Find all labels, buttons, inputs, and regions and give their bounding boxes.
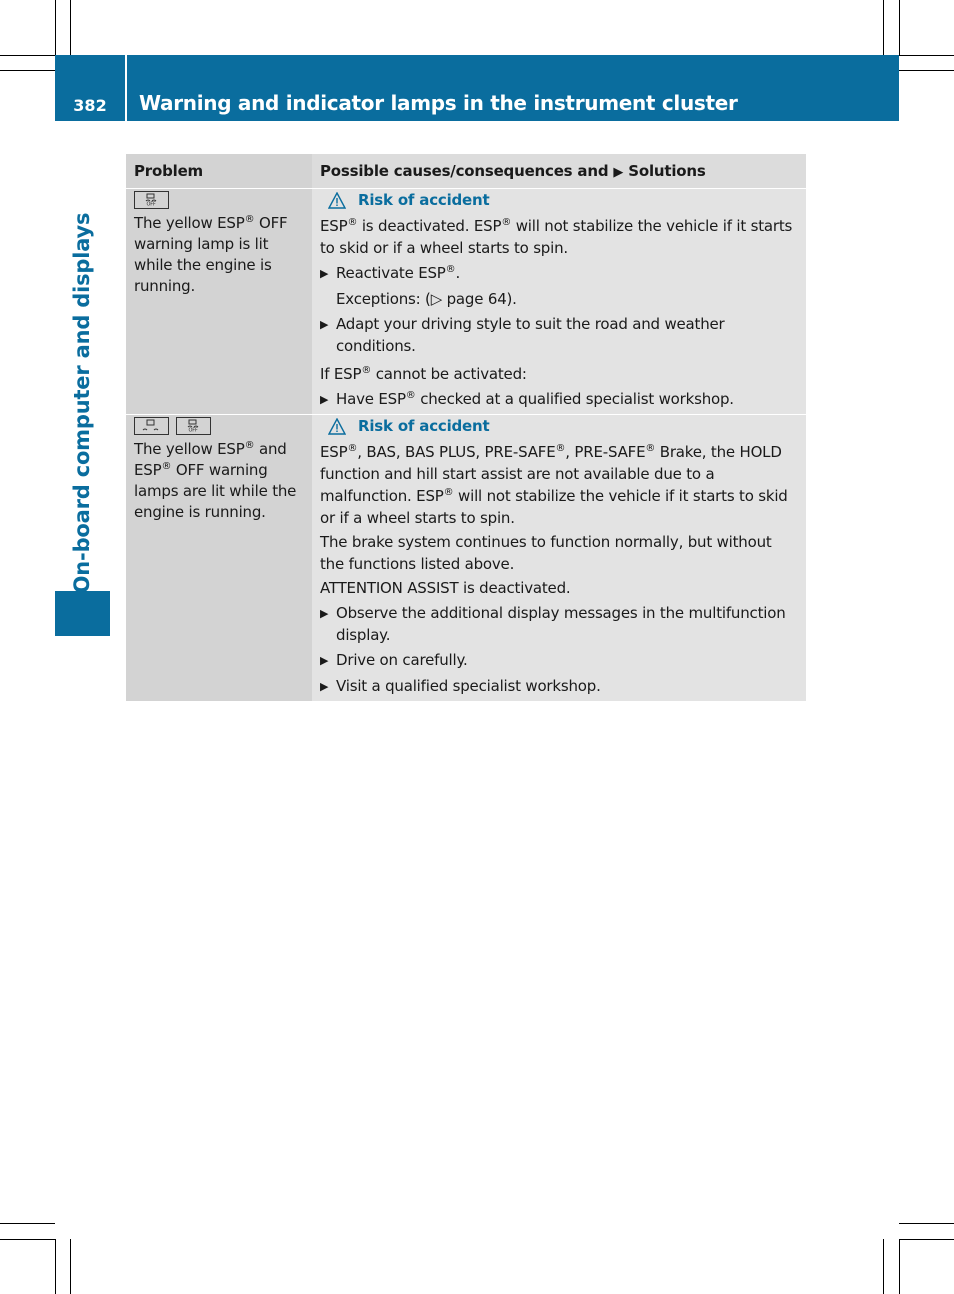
problem-cell bbox=[126, 415, 312, 702]
list-item bbox=[320, 675, 798, 698]
paragraph: The brake system continues to function normally, but without the functions listed above. bbox=[320, 533, 772, 573]
text: ESP bbox=[320, 443, 348, 461]
page-title: Warning and indicator lamps in the instrument cluster bbox=[139, 91, 738, 115]
reg-mark: ® bbox=[645, 443, 656, 454]
text: ESP bbox=[320, 217, 348, 235]
esp-icon bbox=[134, 417, 169, 435]
page-number bbox=[55, 55, 125, 121]
header-problem: Problem bbox=[126, 154, 312, 189]
bullet-arrow-icon: ▶ bbox=[320, 680, 329, 693]
text: checked at a qualified specialist workshop. bbox=[420, 390, 734, 408]
reg-mark: ® bbox=[555, 443, 566, 454]
header-solutions-a: Possible causes/consequences and bbox=[320, 162, 609, 180]
bullet-arrow-icon: ▶ bbox=[320, 607, 329, 620]
text: OFF warning lamp is lit while the engine is running. bbox=[134, 214, 288, 295]
problem-cell bbox=[126, 189, 312, 415]
bullet-arrow-icon: ▶ bbox=[320, 267, 329, 280]
text: will not stabilize the vehicle if it starts to skid or if a wheel starts to spin. bbox=[320, 487, 788, 527]
crop-mark bbox=[0, 70, 55, 71]
list-item bbox=[320, 313, 798, 357]
reg-mark: ® bbox=[347, 443, 358, 454]
crop-mark bbox=[899, 1239, 954, 1240]
header-solutions bbox=[312, 154, 806, 189]
text: If ESP bbox=[320, 365, 362, 383]
esp-off-icon bbox=[176, 417, 211, 435]
text: is deactivated. ESP bbox=[361, 217, 502, 235]
crop-mark bbox=[0, 1223, 55, 1224]
text: , BAS, BAS PLUS, PRE-SAFE bbox=[357, 443, 556, 461]
reg-mark: ® bbox=[161, 461, 172, 472]
crop-mark bbox=[899, 70, 954, 71]
crop-mark bbox=[883, 0, 884, 55]
problem-text bbox=[134, 439, 304, 523]
text: will not stabilize the vehicle if it starts to skid or if a wheel starts to spin. bbox=[320, 217, 793, 257]
crop-mark bbox=[0, 55, 55, 56]
text: and ESP bbox=[134, 440, 287, 479]
text: The yellow ESP bbox=[134, 214, 245, 232]
crop-mark bbox=[55, 0, 56, 55]
svg-text:OFF: OFF bbox=[188, 427, 198, 432]
reg-mark: ® bbox=[244, 214, 255, 225]
risk-warning bbox=[328, 189, 798, 211]
section-label: On-board computer and displays bbox=[70, 212, 94, 594]
reg-mark: ® bbox=[445, 264, 456, 275]
reg-mark: ® bbox=[501, 217, 512, 228]
header-solutions-b: Solutions bbox=[628, 162, 706, 180]
text: OFF warning lamps are lit while the engine is running. bbox=[134, 461, 297, 521]
list-item bbox=[320, 649, 798, 672]
crop-mark bbox=[55, 1239, 56, 1294]
table-row bbox=[126, 415, 806, 702]
text: Reactivate ESP bbox=[336, 264, 446, 282]
paragraph bbox=[320, 363, 798, 385]
svg-text:OFF: OFF bbox=[146, 201, 156, 206]
text: The yellow ESP bbox=[134, 440, 245, 458]
page-header bbox=[55, 55, 899, 121]
text: Drive on carefully. bbox=[336, 651, 468, 669]
paragraph: ATTENTION ASSIST is deactivated. bbox=[320, 579, 571, 597]
reg-mark: ® bbox=[361, 365, 372, 376]
crop-mark bbox=[70, 1239, 71, 1294]
crop-mark bbox=[0, 1239, 55, 1240]
arrow-right-icon: ▶ bbox=[613, 165, 624, 180]
warning-triangle-icon bbox=[328, 192, 346, 209]
crop-mark bbox=[883, 1239, 884, 1294]
list-item bbox=[320, 262, 798, 285]
crop-mark bbox=[899, 1223, 954, 1224]
paragraph bbox=[320, 441, 798, 529]
text: . bbox=[455, 264, 461, 282]
risk-warning bbox=[328, 415, 798, 437]
risk-label: Risk of accident bbox=[358, 417, 490, 435]
bullet-arrow-icon: ▶ bbox=[320, 318, 329, 331]
header-divider bbox=[125, 55, 127, 121]
bullet-arrow-icon: ▶ bbox=[320, 654, 329, 667]
problem-text bbox=[134, 213, 304, 297]
crop-mark bbox=[899, 55, 954, 56]
text: Observe the additional display messages in the multifunction display. bbox=[336, 604, 786, 644]
warning-triangle-icon bbox=[328, 418, 346, 435]
page-reference[interactable]: Exceptions: (▷ page 64). bbox=[336, 290, 517, 308]
crop-mark bbox=[899, 1239, 900, 1294]
reg-mark: ® bbox=[443, 487, 454, 498]
risk-label: Risk of accident bbox=[358, 191, 490, 209]
list-item bbox=[320, 602, 798, 646]
warning-lamps-table bbox=[126, 154, 806, 701]
section-tab bbox=[55, 591, 110, 636]
text: Have ESP bbox=[336, 390, 406, 408]
list-item bbox=[320, 388, 798, 411]
reg-mark: ® bbox=[244, 440, 255, 451]
paragraph bbox=[320, 215, 798, 259]
text: Visit a qualified specialist workshop. bbox=[336, 677, 601, 695]
solution-cell bbox=[312, 415, 806, 702]
reg-mark: ® bbox=[405, 390, 416, 401]
table-header-row bbox=[126, 154, 806, 189]
crop-mark bbox=[70, 0, 71, 55]
table-row bbox=[126, 189, 806, 415]
text: , PRE-SAFE bbox=[565, 443, 646, 461]
solution-cell bbox=[312, 189, 806, 415]
esp-off-icon bbox=[134, 191, 169, 209]
text: Brake, the HOLD function and hill start assist are not available due to a malfunction. ESP bbox=[320, 443, 782, 505]
crop-mark bbox=[899, 0, 900, 55]
text: cannot be activated: bbox=[375, 365, 527, 383]
text: Adapt your driving style to suit the road and weather conditions. bbox=[336, 315, 725, 355]
reg-mark: ® bbox=[347, 217, 358, 228]
bullet-arrow-icon: ▶ bbox=[320, 393, 329, 406]
page-number-text: 382 bbox=[73, 95, 107, 115]
